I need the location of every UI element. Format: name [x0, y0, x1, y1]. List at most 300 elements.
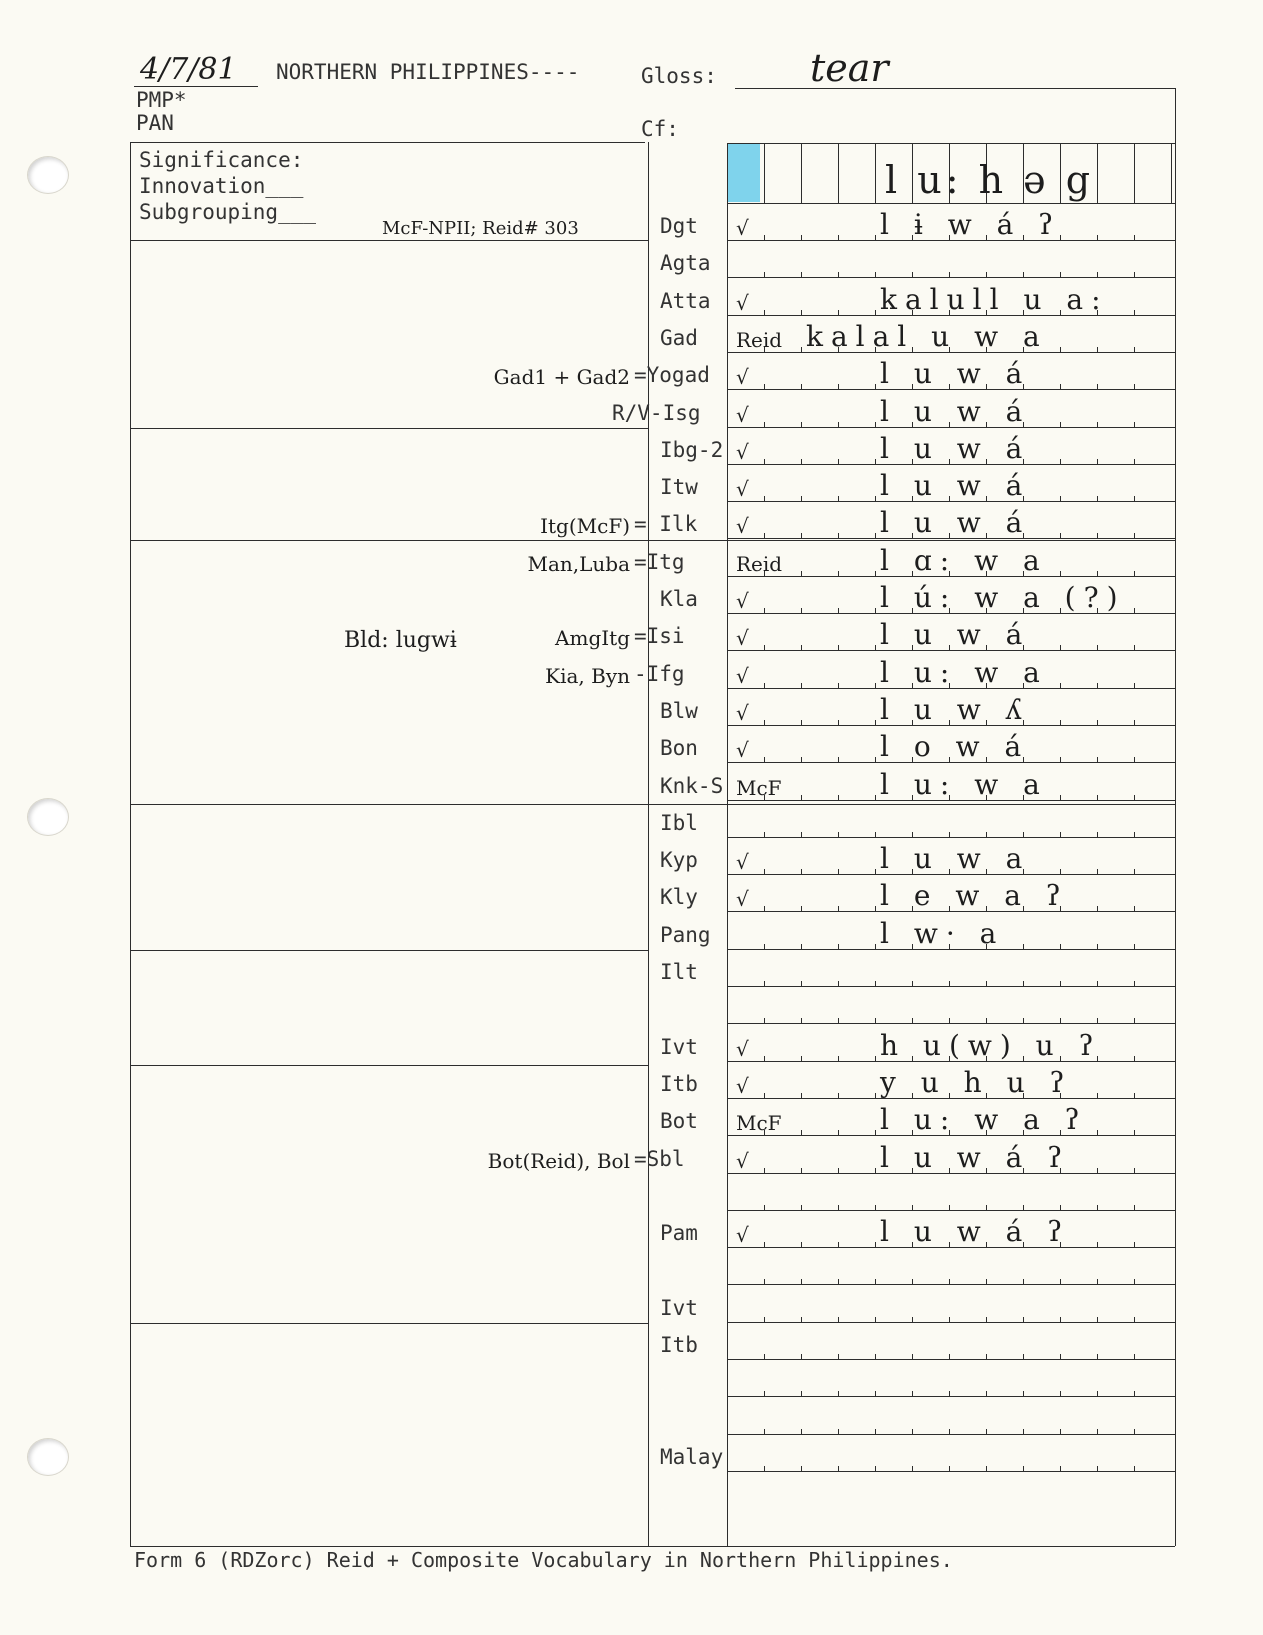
form-tick	[1097, 1205, 1098, 1211]
reconstructed-form: y u h u ʔ	[880, 1065, 1073, 1099]
form-tick	[1023, 1242, 1024, 1248]
language-label: Ivt	[660, 1295, 698, 1320]
form-tick	[1023, 1093, 1024, 1099]
form-line	[727, 277, 1175, 278]
group-separator-5	[130, 950, 648, 951]
form-tick	[1097, 235, 1098, 241]
form-tick	[912, 1429, 913, 1435]
form-tick	[801, 1279, 802, 1285]
form-tick	[1097, 459, 1098, 465]
form-tick	[764, 1242, 765, 1248]
row-note: Man,Luba	[527, 551, 630, 576]
form-tick	[949, 1429, 950, 1435]
form-tick	[838, 310, 839, 316]
language-label: Itb	[660, 1071, 698, 1096]
language-column-right	[727, 143, 728, 1546]
form-tick	[986, 310, 987, 316]
form-tick	[875, 235, 876, 241]
form-tick	[764, 384, 765, 390]
form-tick	[912, 235, 913, 241]
source-mark: √	[736, 626, 749, 651]
group-separator-7	[130, 1323, 648, 1324]
form-tick	[875, 571, 876, 577]
gloss-label: Gloss:	[641, 64, 717, 88]
form-tick	[764, 459, 765, 465]
form-tick	[838, 645, 839, 651]
form-tick	[986, 459, 987, 465]
form-tick	[912, 1056, 913, 1062]
top-grid-divider	[875, 144, 876, 203]
form-tick	[838, 1130, 839, 1136]
language-label: Blw	[660, 698, 698, 723]
form-tick	[838, 459, 839, 465]
form-tick	[1134, 645, 1135, 651]
form-tick	[912, 1130, 913, 1136]
form-tick	[949, 422, 950, 428]
form-tick	[1060, 1056, 1061, 1062]
form-line	[727, 240, 1175, 241]
source-mark: √	[736, 700, 749, 725]
form-tick	[1134, 1354, 1135, 1360]
punch-hole-bottom	[27, 1438, 69, 1476]
language-label: =Yogad	[634, 363, 710, 388]
form-tick	[986, 1056, 987, 1062]
form-tick	[986, 720, 987, 726]
form-tick	[986, 1279, 987, 1285]
source-mark: √	[736, 290, 749, 315]
form-tick	[949, 1466, 950, 1472]
form-tick	[912, 944, 913, 950]
form-tick	[1023, 795, 1024, 801]
side-note: Bld: lugwɨ	[344, 628, 457, 653]
form-tick	[1060, 608, 1061, 614]
form-tick	[801, 1205, 802, 1211]
form-tick	[1060, 571, 1061, 577]
form-tick	[1023, 496, 1024, 502]
form-tick	[801, 1391, 802, 1397]
form-tick	[912, 1354, 913, 1360]
form-tick	[875, 1168, 876, 1174]
form-tick	[986, 1466, 987, 1472]
group-separator-1	[130, 240, 648, 241]
form-tick	[801, 1168, 802, 1174]
form-tick	[1060, 422, 1061, 428]
form-tick	[838, 1391, 839, 1397]
form-tick	[949, 683, 950, 689]
language-column-left	[648, 142, 649, 1546]
form-tick	[1134, 235, 1135, 241]
form-line	[727, 464, 1175, 465]
form-tick	[912, 384, 913, 390]
form-tick	[1097, 1130, 1098, 1136]
language-label: Ilt	[660, 960, 698, 984]
form-line	[727, 1098, 1175, 1099]
form-line	[727, 762, 1175, 763]
form-tick	[1134, 757, 1135, 763]
form-tick	[949, 608, 950, 614]
form-tick	[912, 869, 913, 875]
form-line	[727, 501, 1175, 502]
form-tick	[986, 1317, 987, 1323]
form-tick	[875, 683, 876, 689]
form-tick	[1060, 944, 1061, 950]
top-grid-divider	[801, 144, 802, 203]
form-tick	[1097, 384, 1098, 390]
form-tick	[764, 571, 765, 577]
form-tick	[1060, 906, 1061, 912]
form-tick	[912, 310, 913, 316]
form-tick	[838, 533, 839, 539]
form-tick	[838, 683, 839, 689]
form-tick	[1134, 944, 1135, 950]
form-tick	[1060, 272, 1061, 278]
form-tick	[801, 571, 802, 577]
form-tick	[1134, 310, 1135, 316]
form-tick	[949, 1093, 950, 1099]
form-tick	[838, 384, 839, 390]
form-tick	[801, 533, 802, 539]
form-tick	[801, 1130, 802, 1136]
form-tick	[1097, 1391, 1098, 1397]
source-mark: √	[736, 850, 749, 875]
form-tick	[912, 1205, 913, 1211]
form-tick	[1097, 1279, 1098, 1285]
form-tick	[1134, 571, 1135, 577]
form-tick	[912, 981, 913, 987]
form-tick	[1134, 1018, 1135, 1024]
form-tick	[1023, 1354, 1024, 1360]
highlight-cell	[728, 144, 760, 202]
form-tick	[912, 757, 913, 763]
form-line	[727, 650, 1175, 651]
form-tick	[986, 944, 987, 950]
form-tick	[1023, 1018, 1024, 1024]
form-tick	[1023, 347, 1024, 353]
form-tick	[875, 310, 876, 316]
form-tick	[912, 272, 913, 278]
form-tick	[764, 1093, 765, 1099]
form-tick	[801, 683, 802, 689]
form-tick	[912, 1317, 913, 1323]
header-bottom-line	[130, 142, 645, 143]
reconstructed-form: l ɑ: w a	[880, 543, 1048, 577]
form-tick	[949, 533, 950, 539]
form-tick	[986, 645, 987, 651]
language-label: =Isi	[634, 624, 685, 649]
pmp-label: PMP*	[136, 88, 187, 112]
form-tick	[838, 944, 839, 950]
form-tick	[1060, 1279, 1061, 1285]
form-tick	[838, 1317, 839, 1323]
reconstructed-form: l ú: w a (?)	[880, 581, 1126, 614]
form-tick	[1097, 981, 1098, 987]
form-tick	[912, 832, 913, 838]
form-tick	[801, 235, 802, 241]
form-tick	[912, 683, 913, 689]
form-tick	[1023, 1056, 1024, 1062]
form-tick	[1134, 683, 1135, 689]
form-tick	[986, 1429, 987, 1435]
form-tick	[875, 1018, 876, 1024]
form-tick	[1097, 347, 1098, 353]
form-tick	[1134, 832, 1135, 838]
form-tick	[875, 944, 876, 950]
form-tick	[801, 272, 802, 278]
date-underline	[134, 86, 258, 87]
reconstructed-form: l u w á ʔ	[880, 1140, 1071, 1174]
form-tick	[1097, 1429, 1098, 1435]
footer-text: Form 6 (RDZorc) Reid + Composite Vocabulary in Northern Philippines.	[134, 1548, 953, 1572]
form-tick	[1023, 272, 1024, 278]
form-tick	[986, 272, 987, 278]
form-tick	[949, 272, 950, 278]
form-tick	[1023, 869, 1024, 875]
language-label: Atta	[660, 288, 711, 313]
form-tick	[1134, 384, 1135, 390]
form-tick	[949, 1018, 950, 1024]
source-mark: √	[736, 1073, 749, 1098]
reconstructed-form: kalal u w a	[806, 319, 1048, 353]
significance-title: Significance:	[139, 148, 304, 172]
form-tick	[838, 1279, 839, 1285]
form-line	[727, 1135, 1175, 1136]
form-tick	[1023, 533, 1024, 539]
form-tick	[986, 1130, 987, 1136]
form-tick	[986, 1242, 987, 1248]
form-line	[727, 949, 1175, 950]
form-tick	[801, 757, 802, 763]
form-tick	[949, 496, 950, 502]
reconstructed-form: l o w á	[880, 730, 1030, 764]
form-tick	[1060, 757, 1061, 763]
form-tick	[912, 422, 913, 428]
language-label: Kly	[660, 885, 698, 910]
form-tick	[875, 906, 876, 912]
innovation-label: Innovation___	[139, 174, 304, 198]
language-label: = Ilk	[634, 512, 698, 537]
top-grid-divider	[727, 144, 728, 203]
form-tick	[1060, 683, 1061, 689]
form-tick	[949, 869, 950, 875]
form-tick	[764, 869, 765, 875]
source-mark: √	[736, 514, 749, 539]
form-tick	[912, 496, 913, 502]
form-tick	[1134, 1317, 1135, 1323]
reconstructed-form: l u w á	[880, 357, 1031, 391]
region-title: NORTHERN PHILIPPINES----	[276, 60, 580, 84]
form-tick	[838, 832, 839, 838]
form-tick	[1134, 272, 1135, 278]
form-tick	[764, 645, 765, 651]
form-tick	[1060, 832, 1061, 838]
form-tick	[838, 720, 839, 726]
language-label: Bot	[660, 1109, 698, 1134]
form-tick	[1097, 944, 1098, 950]
form-tick	[801, 1317, 802, 1323]
form-line	[727, 725, 1175, 726]
form-tick	[949, 645, 950, 651]
form-tick	[875, 1354, 876, 1360]
form-tick	[801, 1018, 802, 1024]
form-tick	[986, 1168, 987, 1174]
form-tick	[764, 235, 765, 241]
language-label: Pam	[660, 1221, 698, 1246]
gloss-underline	[735, 88, 1175, 89]
subgrouping-label: Subgrouping___	[139, 200, 317, 224]
form-tick	[1023, 1168, 1024, 1174]
form-tick	[986, 1018, 987, 1024]
form-tick	[1097, 272, 1098, 278]
source-mark: √	[736, 216, 749, 240]
reconstructed-form: l ɨ w á ʔ	[880, 208, 1062, 241]
form-tick	[1023, 1317, 1024, 1323]
top-grid-divider	[838, 144, 839, 203]
language-label: Ivt	[660, 1034, 698, 1059]
form-tick	[801, 384, 802, 390]
form-tick	[1134, 347, 1135, 353]
form-tick	[986, 869, 987, 875]
form-line	[727, 1023, 1175, 1024]
form-tick	[912, 795, 913, 801]
form-tick	[949, 1391, 950, 1397]
form-tick	[1097, 571, 1098, 577]
form-tick	[838, 906, 839, 912]
form-tick	[1023, 1391, 1024, 1397]
form-tick	[1097, 1093, 1098, 1099]
form-tick	[875, 459, 876, 465]
form-tick	[1134, 533, 1135, 539]
form-line	[727, 837, 1175, 838]
form-tick	[875, 645, 876, 651]
punch-hole-top	[27, 156, 69, 194]
form-tick	[875, 1429, 876, 1435]
language-label: Knk-S	[660, 773, 724, 798]
form-tick	[1134, 1391, 1135, 1397]
form-tick	[801, 1429, 802, 1435]
form-tick	[949, 757, 950, 763]
form-tick	[838, 1466, 839, 1472]
form-tick	[949, 1056, 950, 1062]
form-tick	[875, 1242, 876, 1248]
form-tick	[838, 981, 839, 987]
form-tick	[838, 272, 839, 278]
form-tick	[912, 533, 913, 539]
reference-note: McF-NPII; Reid# 303	[382, 218, 579, 239]
form-tick	[801, 944, 802, 950]
form-tick	[986, 496, 987, 502]
source-mark: √	[736, 887, 749, 912]
form-tick	[764, 1279, 765, 1285]
form-tick	[1023, 384, 1024, 390]
form-tick	[1060, 795, 1061, 801]
form-tick	[912, 1242, 913, 1248]
form-tick	[1060, 384, 1061, 390]
form-tick	[986, 832, 987, 838]
source-mark: Reid	[736, 327, 783, 352]
form-tick	[1060, 496, 1061, 502]
form-tick	[1023, 571, 1024, 577]
form-tick	[764, 720, 765, 726]
form-tick	[1060, 1093, 1061, 1099]
form-tick	[875, 869, 876, 875]
form-tick	[1023, 422, 1024, 428]
form-tick	[764, 608, 765, 614]
left-frame	[130, 142, 131, 1546]
form-tick	[838, 1056, 839, 1062]
form-tick	[949, 1130, 950, 1136]
language-label: Bon	[660, 736, 698, 761]
form-tick	[764, 422, 765, 428]
form-tick	[949, 795, 950, 801]
form-tick	[1060, 1391, 1061, 1397]
form-tick	[764, 533, 765, 539]
form-tick	[1134, 981, 1135, 987]
form-line	[727, 1247, 1175, 1248]
group-separator-3	[130, 540, 1175, 541]
form-line	[727, 427, 1175, 428]
form-tick	[1097, 533, 1098, 539]
form-tick	[949, 1354, 950, 1360]
form-tick	[764, 757, 765, 763]
form-tick	[1134, 1056, 1135, 1062]
source-mark: √	[736, 1223, 749, 1248]
form-tick	[1060, 1205, 1061, 1211]
form-tick	[1134, 1429, 1135, 1435]
form-tick	[1097, 869, 1098, 875]
form-tick	[764, 347, 765, 353]
form-tick	[875, 795, 876, 801]
form-tick	[986, 1354, 987, 1360]
form-tick	[1060, 1466, 1061, 1472]
cf-label: Cf:	[641, 117, 679, 141]
form-tick	[875, 832, 876, 838]
form-tick	[1060, 533, 1061, 539]
form-tick	[986, 1391, 987, 1397]
form-tick	[1134, 422, 1135, 428]
form-tick	[838, 1242, 839, 1248]
form-tick	[1060, 310, 1061, 316]
reconstructed-form: l u w ʎ	[880, 692, 1030, 726]
language-label: -Ifg	[634, 661, 685, 686]
form-tick	[764, 1168, 765, 1174]
form-tick	[875, 757, 876, 763]
form-tick	[764, 1056, 765, 1062]
form-tick	[912, 1018, 913, 1024]
form-tick	[949, 1168, 950, 1174]
language-label: Kla	[660, 587, 698, 611]
form-tick	[1097, 422, 1098, 428]
form-tick	[949, 720, 950, 726]
form-tick	[949, 310, 950, 316]
form-tick	[1134, 496, 1135, 502]
language-label: Ibl	[660, 810, 698, 835]
form-line	[727, 874, 1175, 875]
form-tick	[801, 981, 802, 987]
form-tick	[1097, 832, 1098, 838]
form-tick	[838, 757, 839, 763]
top-grid-divider	[1134, 144, 1135, 203]
form-tick	[1097, 795, 1098, 801]
form-tick	[1023, 832, 1024, 838]
form-tick	[801, 1242, 802, 1248]
form-tick	[764, 1205, 765, 1211]
form-tick	[875, 1093, 876, 1099]
language-label: Agta	[660, 251, 711, 276]
top-grid-divider	[764, 144, 765, 203]
form-tick	[986, 235, 987, 241]
form-tick	[1023, 683, 1024, 689]
form-line	[727, 613, 1175, 614]
